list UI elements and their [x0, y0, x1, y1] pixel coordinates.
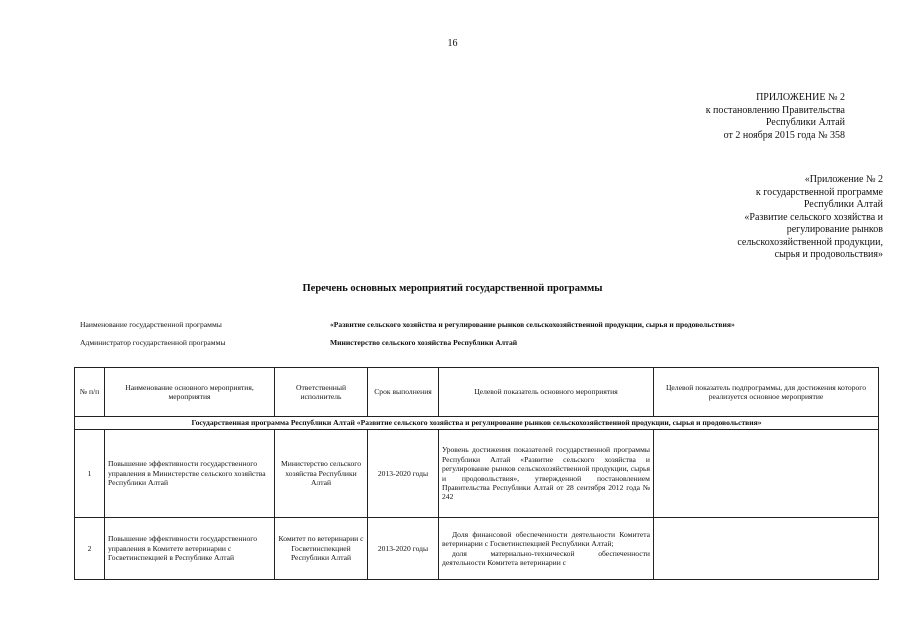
header-sub-indicator: Целевой показатель подпрограммы, для достижения которого реализуется основное мероприятие [654, 368, 879, 417]
row-sub-indicator [654, 430, 879, 518]
table-row [75, 518, 879, 580]
section-row [75, 417, 879, 430]
header-indicator: Целевой показатель основного мероприятия [439, 368, 654, 417]
appendix-line: к постановлению Правительства [705, 104, 845, 116]
section-title: Государственная программа Республики Алтай «Развитие сельского хозяйства и регулирование рынков сельскохозяйственной продукции, сырья и продовольствия» [75, 417, 879, 430]
indicator-paragraph: доля материально-технической обеспеченности деятельности Комитета ветеринарии с [442, 548, 650, 567]
program-name-value: «Развитие сельского хозяйства и регулирование рынков сельскохозяйственной продукции, сырья и продовольствия» [330, 320, 735, 329]
row-name: Повышение эффективности государственного управления в Министерстве сельского хозяйства Республики Алтай [105, 430, 275, 518]
program-appendix-line: сырья и продовольствия» [774, 249, 883, 260]
row-indicator: Уровень достижения показателей государственной программы Республики Алтай «Развитие сельского хозяйства и регулирование рынков сельскохозяйственной продукции, сырья и продовольствия», утвержденной постановлением Правительства Республики Алтай от 28 сентября 2012 года № 242 [439, 430, 654, 518]
row-sub-indicator [654, 518, 879, 580]
program-appendix-line: к государственной программе [755, 186, 883, 198]
header-num: № п/п [75, 368, 105, 417]
row-num: 1 [75, 430, 105, 518]
header-executor: Ответственный исполнитель [275, 368, 368, 417]
header-term: Срок выполнения [368, 368, 439, 417]
row-term: 2013-2020 годы [368, 430, 439, 518]
row-indicator [439, 518, 654, 580]
header-name: Наименование основного мероприятия, мероприятия [105, 368, 275, 417]
row-term: 2013-2020 годы [368, 518, 439, 580]
administrator-label: Администратор государственной программы [80, 338, 226, 347]
program-appendix-block [737, 174, 883, 262]
program-appendix-line: Республики Алтай [803, 199, 883, 210]
page-number: 16 [447, 38, 458, 49]
indicator-paragraph: Доля финансовой обеспеченности деятельности Комитета ветеринарии с Госветинспекцией Республики Алтай; [442, 529, 650, 549]
appendix-line: ПРИЛОЖЕНИЕ № 2 [756, 92, 845, 103]
appendix-line: Республики Алтай [765, 117, 845, 128]
document-title: Перечень основных мероприятий государственной программы [302, 283, 603, 294]
appendix-line: от 2 ноября 2015 года № 358 [723, 129, 845, 141]
measures-table [74, 367, 879, 580]
program-appendix-line: сельскохозяйственной продукции, [737, 236, 883, 248]
appendix-block [706, 92, 845, 142]
program-name-label: Наименование государственной программы [80, 320, 222, 329]
program-appendix-line: «Развитие сельского хозяйства и [744, 211, 883, 223]
row-num: 2 [75, 518, 105, 580]
program-appendix-line: регулирование рынков [786, 224, 883, 235]
table-row [75, 430, 879, 518]
row-executor: Министерство сельского хозяйства Республики Алтай [275, 430, 368, 518]
administrator-value: Министерство сельского хозяйства Республики Алтай [330, 338, 518, 347]
program-appendix-line: «Приложение № 2 [804, 174, 883, 185]
row-name: Повышение эффективности государственного управления в Комитете ветеринарии с Госветинспекцией в Республике Алтай [105, 518, 275, 580]
table-header-row [75, 368, 879, 417]
row-executor: Комитет по ветеринарии с Госветинспекцией Республики Алтай [275, 518, 368, 580]
